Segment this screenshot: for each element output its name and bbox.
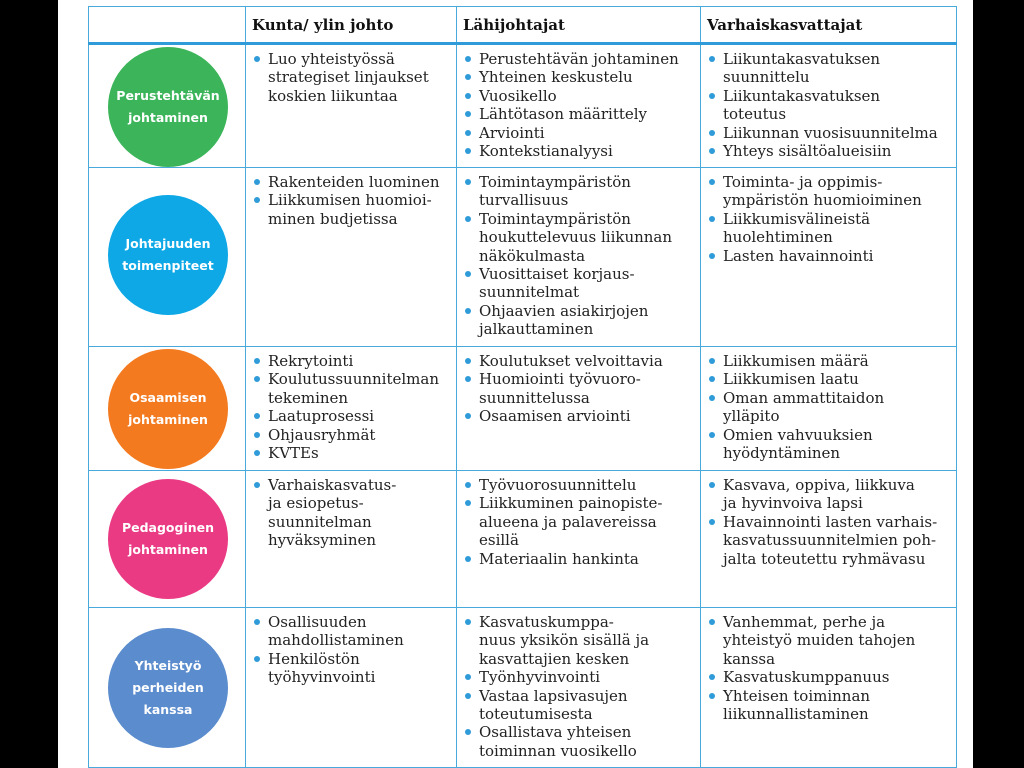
list-item-text: Rakenteiden luominen (268, 173, 440, 191)
category-circle (108, 628, 228, 748)
list-item (246, 650, 456, 687)
list-item (701, 142, 956, 160)
list-item-text: Perustehtävän johtaminen (479, 50, 679, 68)
bullet-list (457, 608, 700, 760)
list-item-text: Henkilöstön työhyvinvointi (268, 649, 376, 687)
list-item (701, 87, 956, 124)
list-item-text: Arviointi (479, 123, 545, 142)
bullet-list (246, 45, 456, 105)
list-item-text: Liikunnan vuosisuunnitelma (723, 123, 938, 142)
list-item (701, 370, 956, 388)
list-item (701, 426, 956, 463)
kunta-cell (246, 44, 457, 168)
list-item (457, 210, 700, 265)
list-item (246, 476, 456, 550)
list-item-text: Rekrytointi (268, 352, 354, 370)
list-item (701, 210, 956, 247)
list-item-text: Liikuntakasvatuksen toteutus (723, 86, 881, 124)
bullet-list (457, 45, 700, 160)
list-item (701, 173, 956, 210)
list-item (457, 370, 700, 407)
table-row (89, 347, 957, 471)
list-item (246, 407, 456, 425)
list-item (457, 142, 700, 160)
list-item (246, 370, 456, 407)
header-empty (89, 7, 246, 44)
list-item (246, 50, 456, 105)
list-item (246, 613, 456, 650)
list-item (457, 494, 700, 549)
list-item-text: Työvuorosuunnittelu (479, 476, 637, 494)
list-item (457, 550, 700, 568)
bullet-list (457, 347, 700, 426)
list-item-text: Liikkumisen huomioi- minen budjetissa (268, 191, 432, 228)
kunta-cell (246, 608, 457, 768)
lahijohtajat-cell (457, 168, 701, 347)
list-item-text: KVTEs (268, 444, 319, 463)
category-circle (108, 479, 228, 599)
category-cell (89, 347, 246, 471)
category-circle (108, 349, 228, 469)
bullet-list (457, 168, 700, 339)
list-item (457, 68, 700, 86)
list-item (701, 352, 956, 370)
list-item (457, 476, 700, 494)
bullet-list (701, 45, 956, 160)
list-item-text: Kasvava, oppiva, liikkuva ja hyvinvoiva lapsi (723, 476, 915, 513)
bullet-list (701, 471, 956, 568)
list-item (457, 352, 700, 370)
list-item-text: Varhaiskasvatus- ja esiopetus- suunnitelman hyväksyminen (268, 476, 397, 550)
list-item-text: Toimintaympäristön turvallisuus (479, 173, 631, 210)
list-item (457, 407, 700, 425)
list-item (457, 87, 700, 105)
bullet-list (701, 168, 956, 265)
list-item (457, 613, 700, 668)
list-item-text: Yhteinen keskustelu (479, 68, 633, 87)
list-item (457, 265, 700, 302)
category-label: Johtajuuden toimenpiteet (122, 236, 214, 273)
list-item-text: Kontekstianalyysi (479, 142, 613, 161)
category-circle (108, 195, 228, 315)
list-item (701, 247, 956, 265)
bullet-list (701, 608, 956, 723)
list-item (457, 687, 700, 724)
list-item (457, 723, 700, 760)
list-item (246, 191, 456, 228)
list-item-text: Liikkuminen painopiste- alueena ja palavereissa esillä (479, 494, 663, 550)
bullet-list (246, 471, 456, 550)
varhaiskasvattajat-cell (701, 44, 957, 168)
bullet-list (457, 471, 700, 568)
list-item-text: Liikuntakasvatuksen suunnittelu (723, 50, 881, 87)
list-item (457, 668, 700, 686)
list-item-text: Osallisuuden mahdollistaminen (268, 613, 404, 650)
list-item-text: Omien vahvuuksien hyödyntäminen (723, 425, 873, 463)
list-item (701, 613, 956, 668)
list-item-text: Työnhyvinvointi (479, 668, 601, 687)
list-item-text: Luo yhteistyössä strategiset linjaukset koskien liikuntaa (268, 50, 429, 105)
leadership-table (88, 6, 957, 768)
varhaiskasvattajat-cell (701, 347, 957, 471)
list-item-text: Ohjausryhmät (268, 425, 376, 444)
list-item (701, 389, 956, 426)
list-item (457, 124, 700, 142)
list-item (701, 513, 956, 568)
lahijohtajat-cell (457, 608, 701, 768)
list-item (701, 668, 956, 686)
bullet-list (246, 347, 456, 462)
category-label: Perustehtävän johtaminen (116, 88, 220, 125)
list-item-text: Vastaa lapsivasujen toteutumisesta (479, 686, 628, 724)
list-item (457, 50, 700, 68)
list-item-text: Havainnointi lasten varhais- kasvatussuunnitelmien poh- jalta toteutettu ryhmävasu (723, 512, 938, 568)
category-cell (89, 471, 246, 608)
category-cell (89, 44, 246, 168)
bullet-list (246, 608, 456, 687)
lahijohtajat-cell (457, 347, 701, 471)
table-row (89, 608, 957, 768)
list-item-text: Vuosikello (479, 86, 557, 105)
bullet-list (701, 347, 956, 462)
list-item-text: Toimintaympäristön houkuttelevuus liikunnan näkökulmasta (479, 209, 673, 265)
lahijohtajat-cell (457, 44, 701, 168)
list-item (246, 426, 456, 444)
varhaiskasvattajat-cell (701, 608, 957, 768)
list-item-text: Osaamisen arviointi (479, 407, 631, 426)
table-row (89, 44, 957, 168)
list-item (701, 476, 956, 513)
list-item-text: Kasvatuskumppanuus (723, 668, 890, 687)
header-kunta: Kunta/ ylin johto (246, 7, 457, 44)
header-lahijohtajat: Lähijohtajat (457, 7, 701, 44)
list-item-text: Huomiointi työvuoro- suunnittelussa (479, 370, 641, 407)
list-item-text: Laatuprosessi (268, 407, 375, 426)
list-item-text: Koulutussuunnitelman tekeminen (268, 370, 440, 407)
list-item (246, 352, 456, 370)
category-label: Osaamisen johtaminen (128, 390, 208, 427)
table-row (89, 168, 957, 347)
list-item-text: Osallistava yhteisen toiminnan vuosikello (479, 723, 637, 760)
list-item (701, 124, 956, 142)
list-item (457, 105, 700, 123)
table-body (89, 44, 957, 768)
bullet-list (246, 168, 456, 228)
list-item-text: Lähtötason määrittely (479, 105, 648, 124)
list-item-text: Ohjaavien asiakirjojen jalkauttaminen (479, 301, 649, 339)
list-item-text: Liikkumisen laatu (723, 370, 859, 389)
list-item (457, 173, 700, 210)
kunta-cell (246, 471, 457, 608)
category-label: Yhteistyö perheiden kanssa (132, 658, 204, 717)
list-item-text: Liikkumisvälineistä huolehtiminen (723, 209, 871, 247)
list-item (457, 302, 700, 339)
list-item-text: Oman ammattitaidon ylläpito (723, 388, 885, 426)
category-cell (89, 608, 246, 768)
list-item-text: Liikkumisen määrä (723, 352, 869, 370)
category-circle (108, 47, 228, 167)
list-item (246, 173, 456, 191)
category-label: Pedagoginen johtaminen (121, 520, 215, 557)
kunta-cell (246, 168, 457, 347)
table-row (89, 471, 957, 608)
list-item-text: Koulutukset velvoittavia (479, 352, 663, 370)
list-item-text: Yhteisen toiminnan liikunnallistaminen (723, 686, 871, 724)
varhaiskasvattajat-cell (701, 471, 957, 608)
list-item (701, 50, 956, 87)
list-item-text: Kasvatuskumppa- nuus yksikön sisällä ja kasvattajien kesken (479, 613, 650, 668)
varhaiskasvattajat-cell (701, 168, 957, 347)
list-item-text: Vuosittaiset korjaus- suunnitelmat (479, 265, 635, 302)
list-item-text: Yhteys sisältöalueisiin (723, 142, 892, 161)
category-cell (89, 168, 246, 347)
list-item (246, 444, 456, 462)
header-varhaiskasvattajat: Varhaiskasvattajat (701, 7, 957, 44)
list-item-text: Materiaalin hankinta (479, 549, 639, 568)
header-row (89, 7, 957, 44)
kunta-cell (246, 347, 457, 471)
lahijohtajat-cell (457, 471, 701, 608)
list-item-text: Toiminta- ja oppimis- ympäristön huomioiminen (723, 173, 922, 210)
list-item (701, 687, 956, 724)
list-item-text: Vanhemmat, perhe ja yhteistyö muiden tahojen kanssa (723, 613, 916, 668)
list-item-text: Lasten havainnointi (723, 246, 874, 265)
